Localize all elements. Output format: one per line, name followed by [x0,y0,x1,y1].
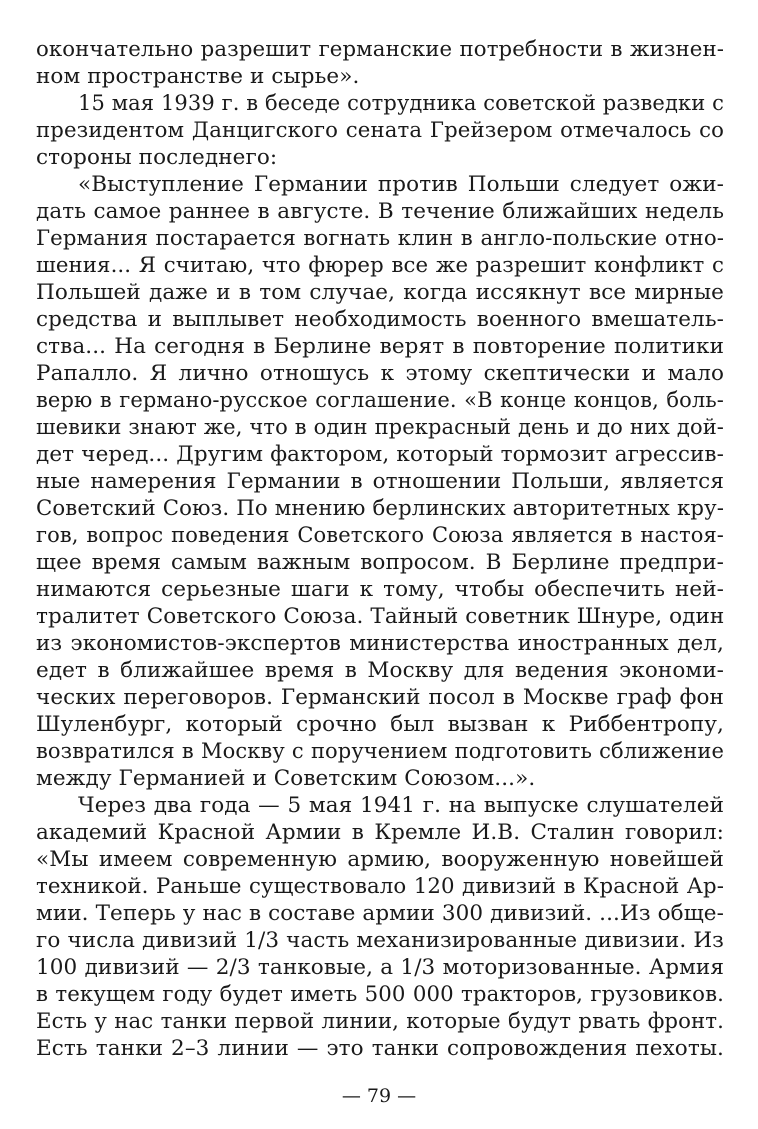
text-line: «Выступление Германии против Польши следует ожи- [78,172,724,197]
text-line: возвратился в Москву с поручением подготовить сближение [36,739,724,763]
text-line: средства и выплывет необходимость военного вмешатель- [36,307,724,332]
page-number: — 79 — [341,1085,417,1107]
text-line: «Мы имеем современную армию, вооруженную новейшей [36,847,724,872]
text-line: ном пространстве и сырье». [36,64,360,89]
text-line: из экономистов-экспертов министерства иностранных дел, [36,631,724,656]
text-line: между Германией и Советским Союзом...». [36,766,536,791]
text-line: окончательно разрешит германские потребности в жизнен- [36,37,724,62]
text-line: верю в германо-русское соглашение. «В конце концов, боль- [36,388,724,412]
text-line: дать самое раннее в августе. В течение ближайших недель [36,199,724,224]
text-line: ства... На сегодня в Берлине верят в повторение политики [36,334,724,359]
text-line: мии. Теперь у нас в составе армии 300 дивизий. ...Из обще- [36,901,724,926]
text-line: Советский Союз. По мнению берлинских авторитетных кру- [36,496,724,521]
text-line: 100 дивизий — 2/3 танковые, а 1/3 моторизованные. Армия [36,955,724,980]
text-line: гов, вопрос поведения Советского Союза является в настоя- [36,523,724,547]
text-line: едет в ближайшее время в Москву для ведения экономи- [36,658,724,683]
text-line: тралитет Советского Союза. Тайный советник Шнуре, один [36,604,725,629]
text-line: в текущем году будет иметь 500 000 тракторов, грузовиков. [36,982,724,1007]
text-line: шения... Я считаю, что фюрер все же разрешит конфликт с [36,253,724,278]
text-line: Есть танки 2–3 линии — это танки сопровождения пехоты. [36,1036,724,1061]
text-line: Через два года — 5 мая 1941 г. на выпуске слушателей [78,793,724,818]
text-line: стороны последнего: [36,145,278,170]
text-line: академий Красной Армии в Кремле И.В. Сталин говорил: [36,820,724,845]
text-line: дет черед... Другим фактором, который тормозит агрессив- [36,442,724,467]
text-line: ные намерения Германии в отношении Польши, является [36,469,724,494]
text-line: техникой. Раньше существовало 120 дивизий в Красной Ар- [36,874,724,899]
text-line: нимаются серьезные шаги к тому, чтобы обеспечить ней- [36,577,724,602]
text-line: шевики знают же, что в один прекрасный день и до них дой- [36,415,724,439]
text-line: Есть у нас танки первой линии, которые будут рвать фронт. [36,1009,724,1034]
text-line: президентом Данцигского сената Грейзером отмечалось со [36,118,724,143]
text-line: 15 мая 1939 г. в беседе сотрудника советской разведки с [78,91,724,115]
text-line: ческих переговоров. Германский посол в Москве граф фон [36,685,724,710]
text-line: Рапалло. Я лично отношусь к этому скептически и мало [36,361,724,386]
text-line: го числа дивизий 1/3 часть механизированные дивизии. Из [36,928,724,953]
text-line: Польшей даже и в том случае, когда иссякнут все мирные [36,280,724,305]
text-line: Шуленбург, который срочно был вызван к Риббентропу, [36,712,724,737]
text-line: Германия постарается вогнать клин в англо-польские отно- [36,226,724,251]
text-line: щее время самым важным вопросом. В Берлине предпри- [36,550,724,575]
